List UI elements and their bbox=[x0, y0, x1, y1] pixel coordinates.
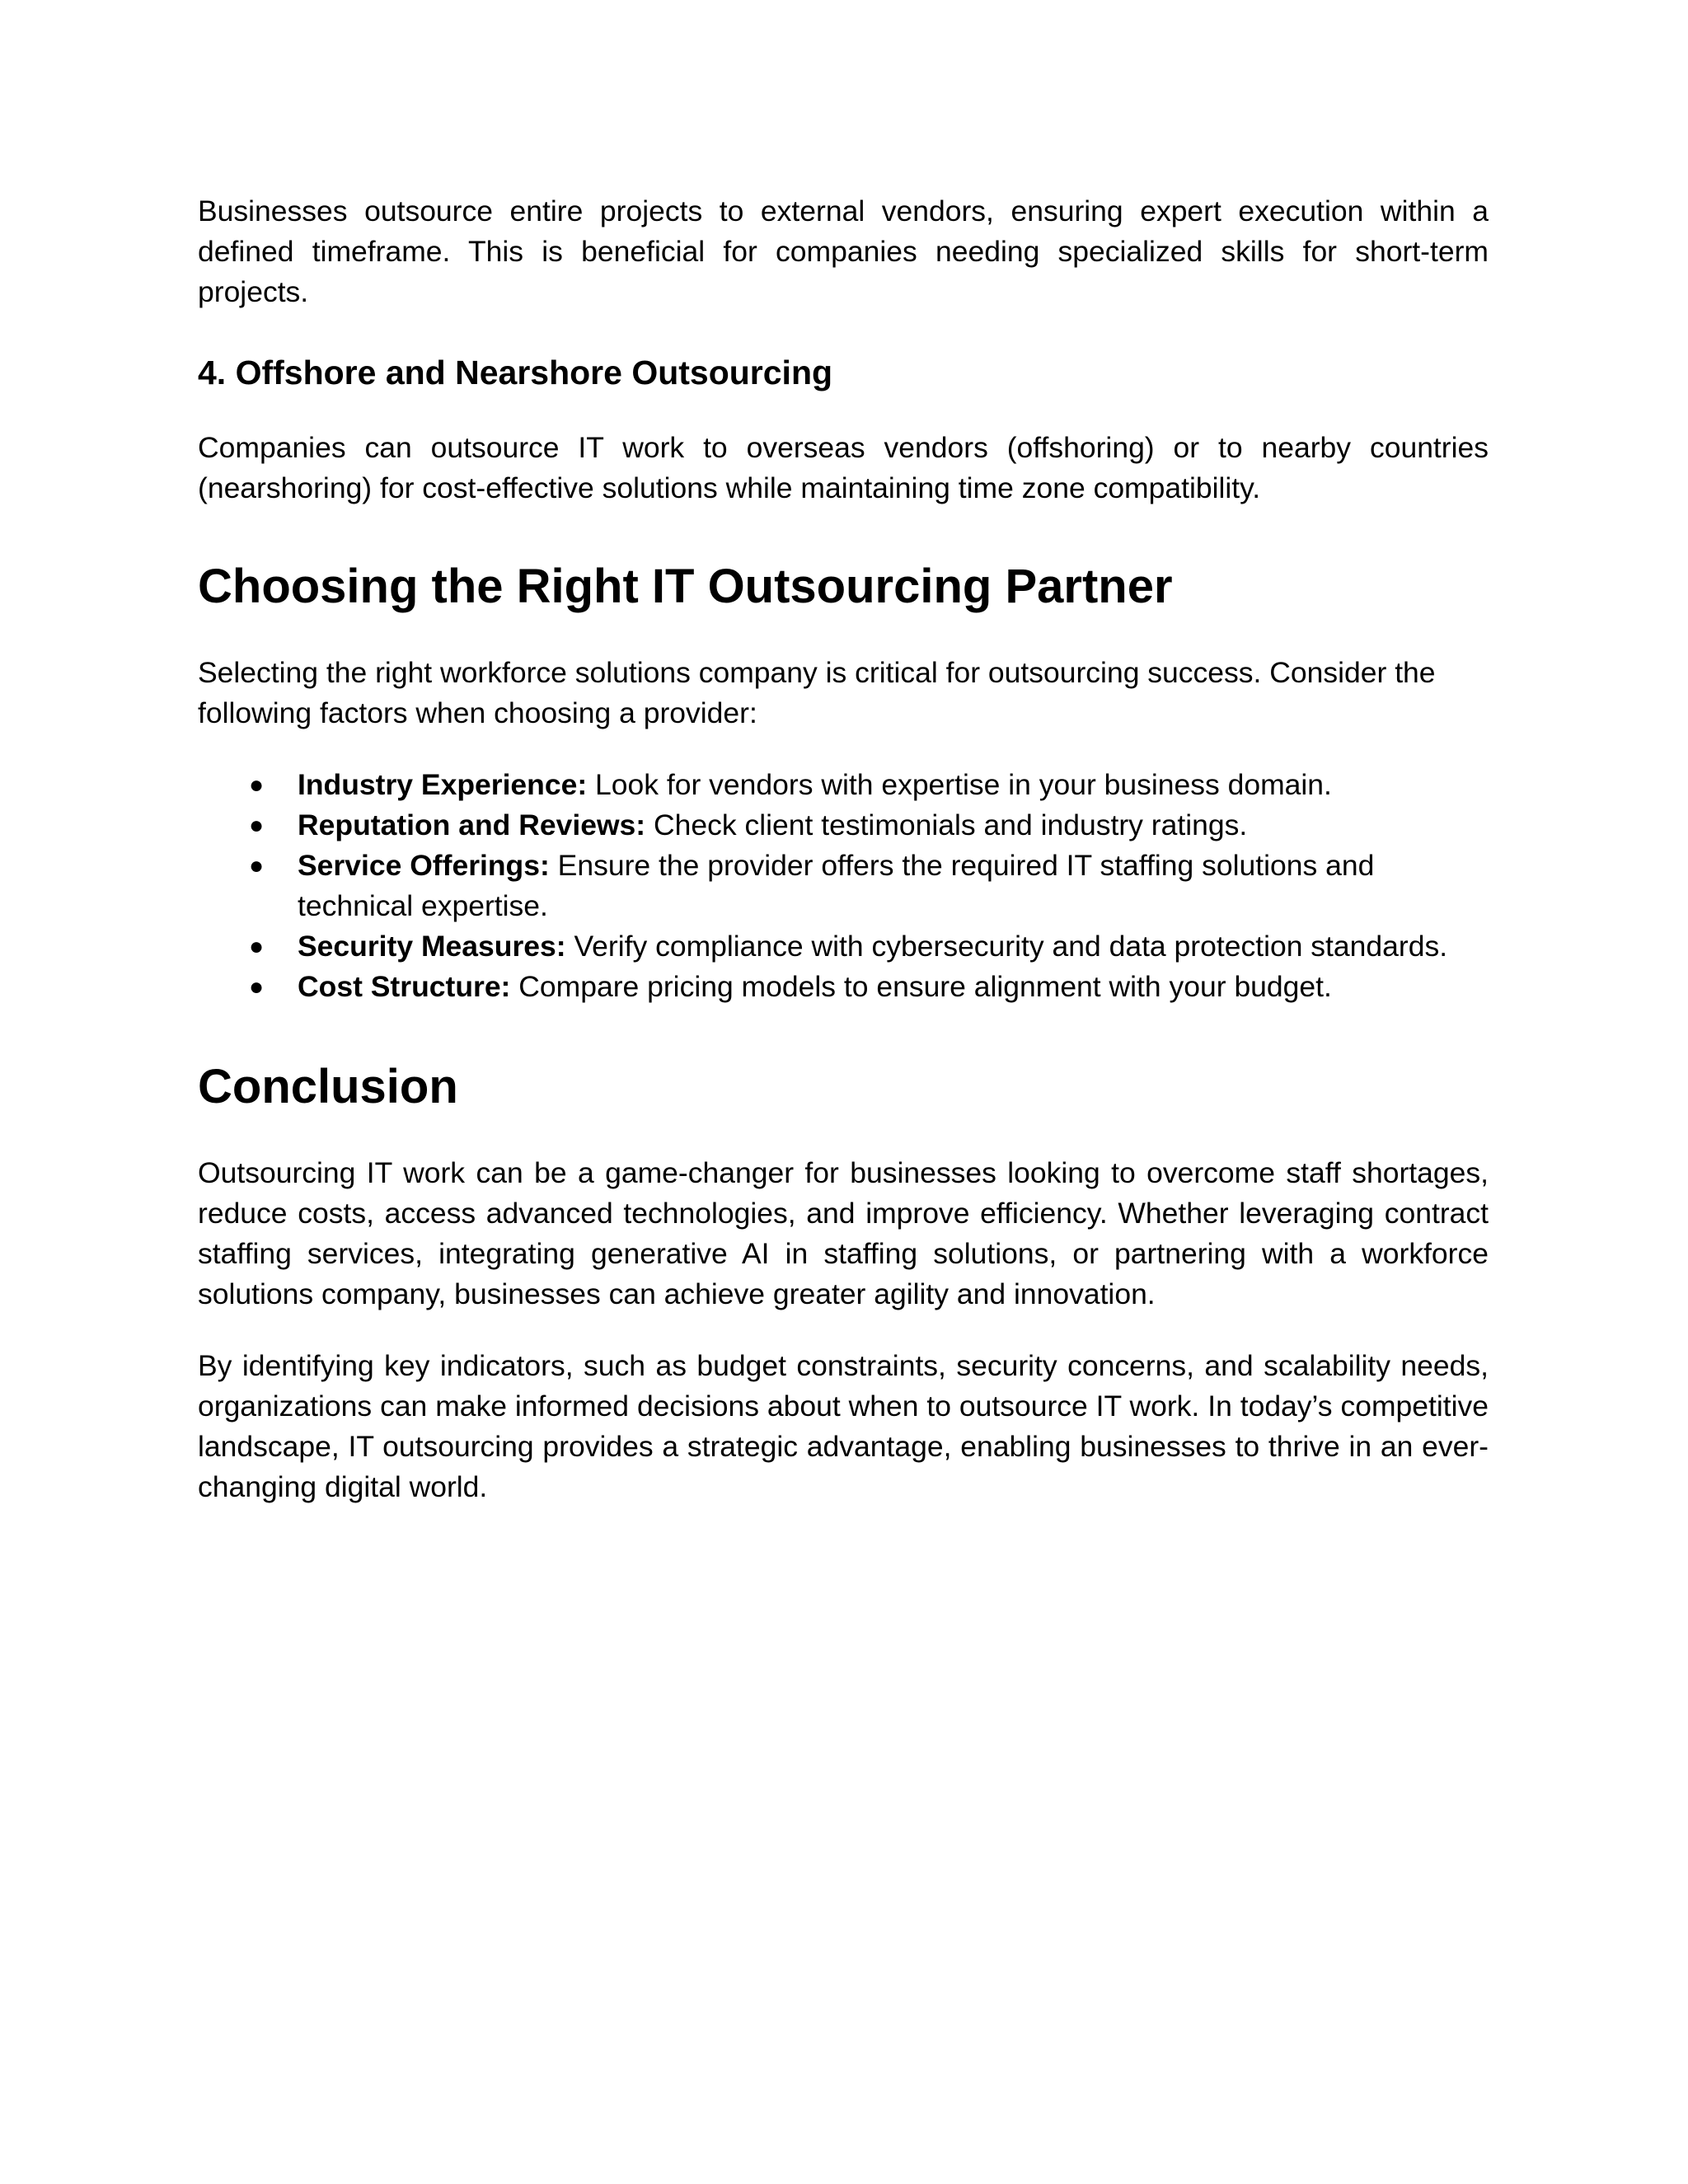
list-item bbox=[198, 926, 1489, 967]
list-item-term: Service Offerings: bbox=[298, 849, 550, 882]
list-item-text: Check client testimonials and industry ratings. bbox=[645, 808, 1248, 841]
bullet-icon: ● bbox=[249, 812, 265, 839]
list-item bbox=[198, 765, 1489, 805]
intro-paragraph: Businesses outsource entire projects to external vendors, ensuring expert execution within a defined timeframe. This is beneficial for companies needing specialized skills for short-term projects. bbox=[198, 194, 1489, 308]
list-item-term: Security Measures: bbox=[298, 930, 566, 963]
section-heading-offshore-nearshore: 4. Offshore and Nearshore Outsourcing bbox=[198, 354, 833, 391]
bullet-icon: ● bbox=[249, 973, 265, 1001]
offshore-paragraph: Companies can outsource IT work to overseas vendors (offshoring) or to nearby countries (nearshoring) for cost-effective solutions while maintaining time zone compatibility. bbox=[198, 431, 1489, 504]
section-heading-conclusion: Conclusion bbox=[198, 1060, 458, 1113]
bullet-icon: ● bbox=[249, 852, 265, 879]
factors-list bbox=[198, 765, 1489, 1007]
bullet-icon: ● bbox=[249, 771, 265, 799]
list-item bbox=[198, 805, 1489, 846]
conclusion-paragraph-1: Outsourcing IT work can be a game-changer for businesses looking to overcome staff shortages, reduce costs, access advanced technologies, and improve efficiency. Whether leveraging contract staffing services, integrating generative AI in staffing solutions, or partnering with a workforce solutions company, businesses can achieve greater agility and innovation. bbox=[198, 1156, 1489, 1310]
document-page bbox=[198, 191, 1489, 1507]
list-item-text: Look for vendors with expertise in your business domain. bbox=[587, 768, 1332, 801]
list-item-term: Industry Experience: bbox=[298, 768, 588, 801]
partner-paragraph: Selecting the right workforce solutions company is critical for outsourcing success. Consider the following factors when choosing a provider: bbox=[198, 656, 1436, 729]
section-heading-choosing-partner: Choosing the Right IT Outsourcing Partner bbox=[198, 560, 1173, 613]
list-item-text: Ensure the provider offers the required IT staffing solutions and technical expertise. bbox=[298, 849, 1375, 922]
list-item-text: Compare pricing models to ensure alignment with your budget. bbox=[510, 970, 1332, 1003]
list-item-text: Verify compliance with cybersecurity and data protection standards. bbox=[565, 930, 1448, 963]
conclusion-paragraph-2: By identifying key indicators, such as budget constraints, security concerns, and scalability needs, organizations can make informed decisions about when to outsource IT work. In today’s competitive landscape, IT outsourcing provides a strategic advantage, enabling businesses to thrive in an ever-changing digital world. bbox=[198, 1349, 1489, 1503]
list-item bbox=[198, 967, 1489, 1007]
list-item bbox=[198, 846, 1489, 926]
list-item-term: Cost Structure: bbox=[298, 970, 511, 1003]
bullet-icon: ● bbox=[249, 933, 265, 960]
list-item-term: Reputation and Reviews: bbox=[298, 808, 646, 841]
